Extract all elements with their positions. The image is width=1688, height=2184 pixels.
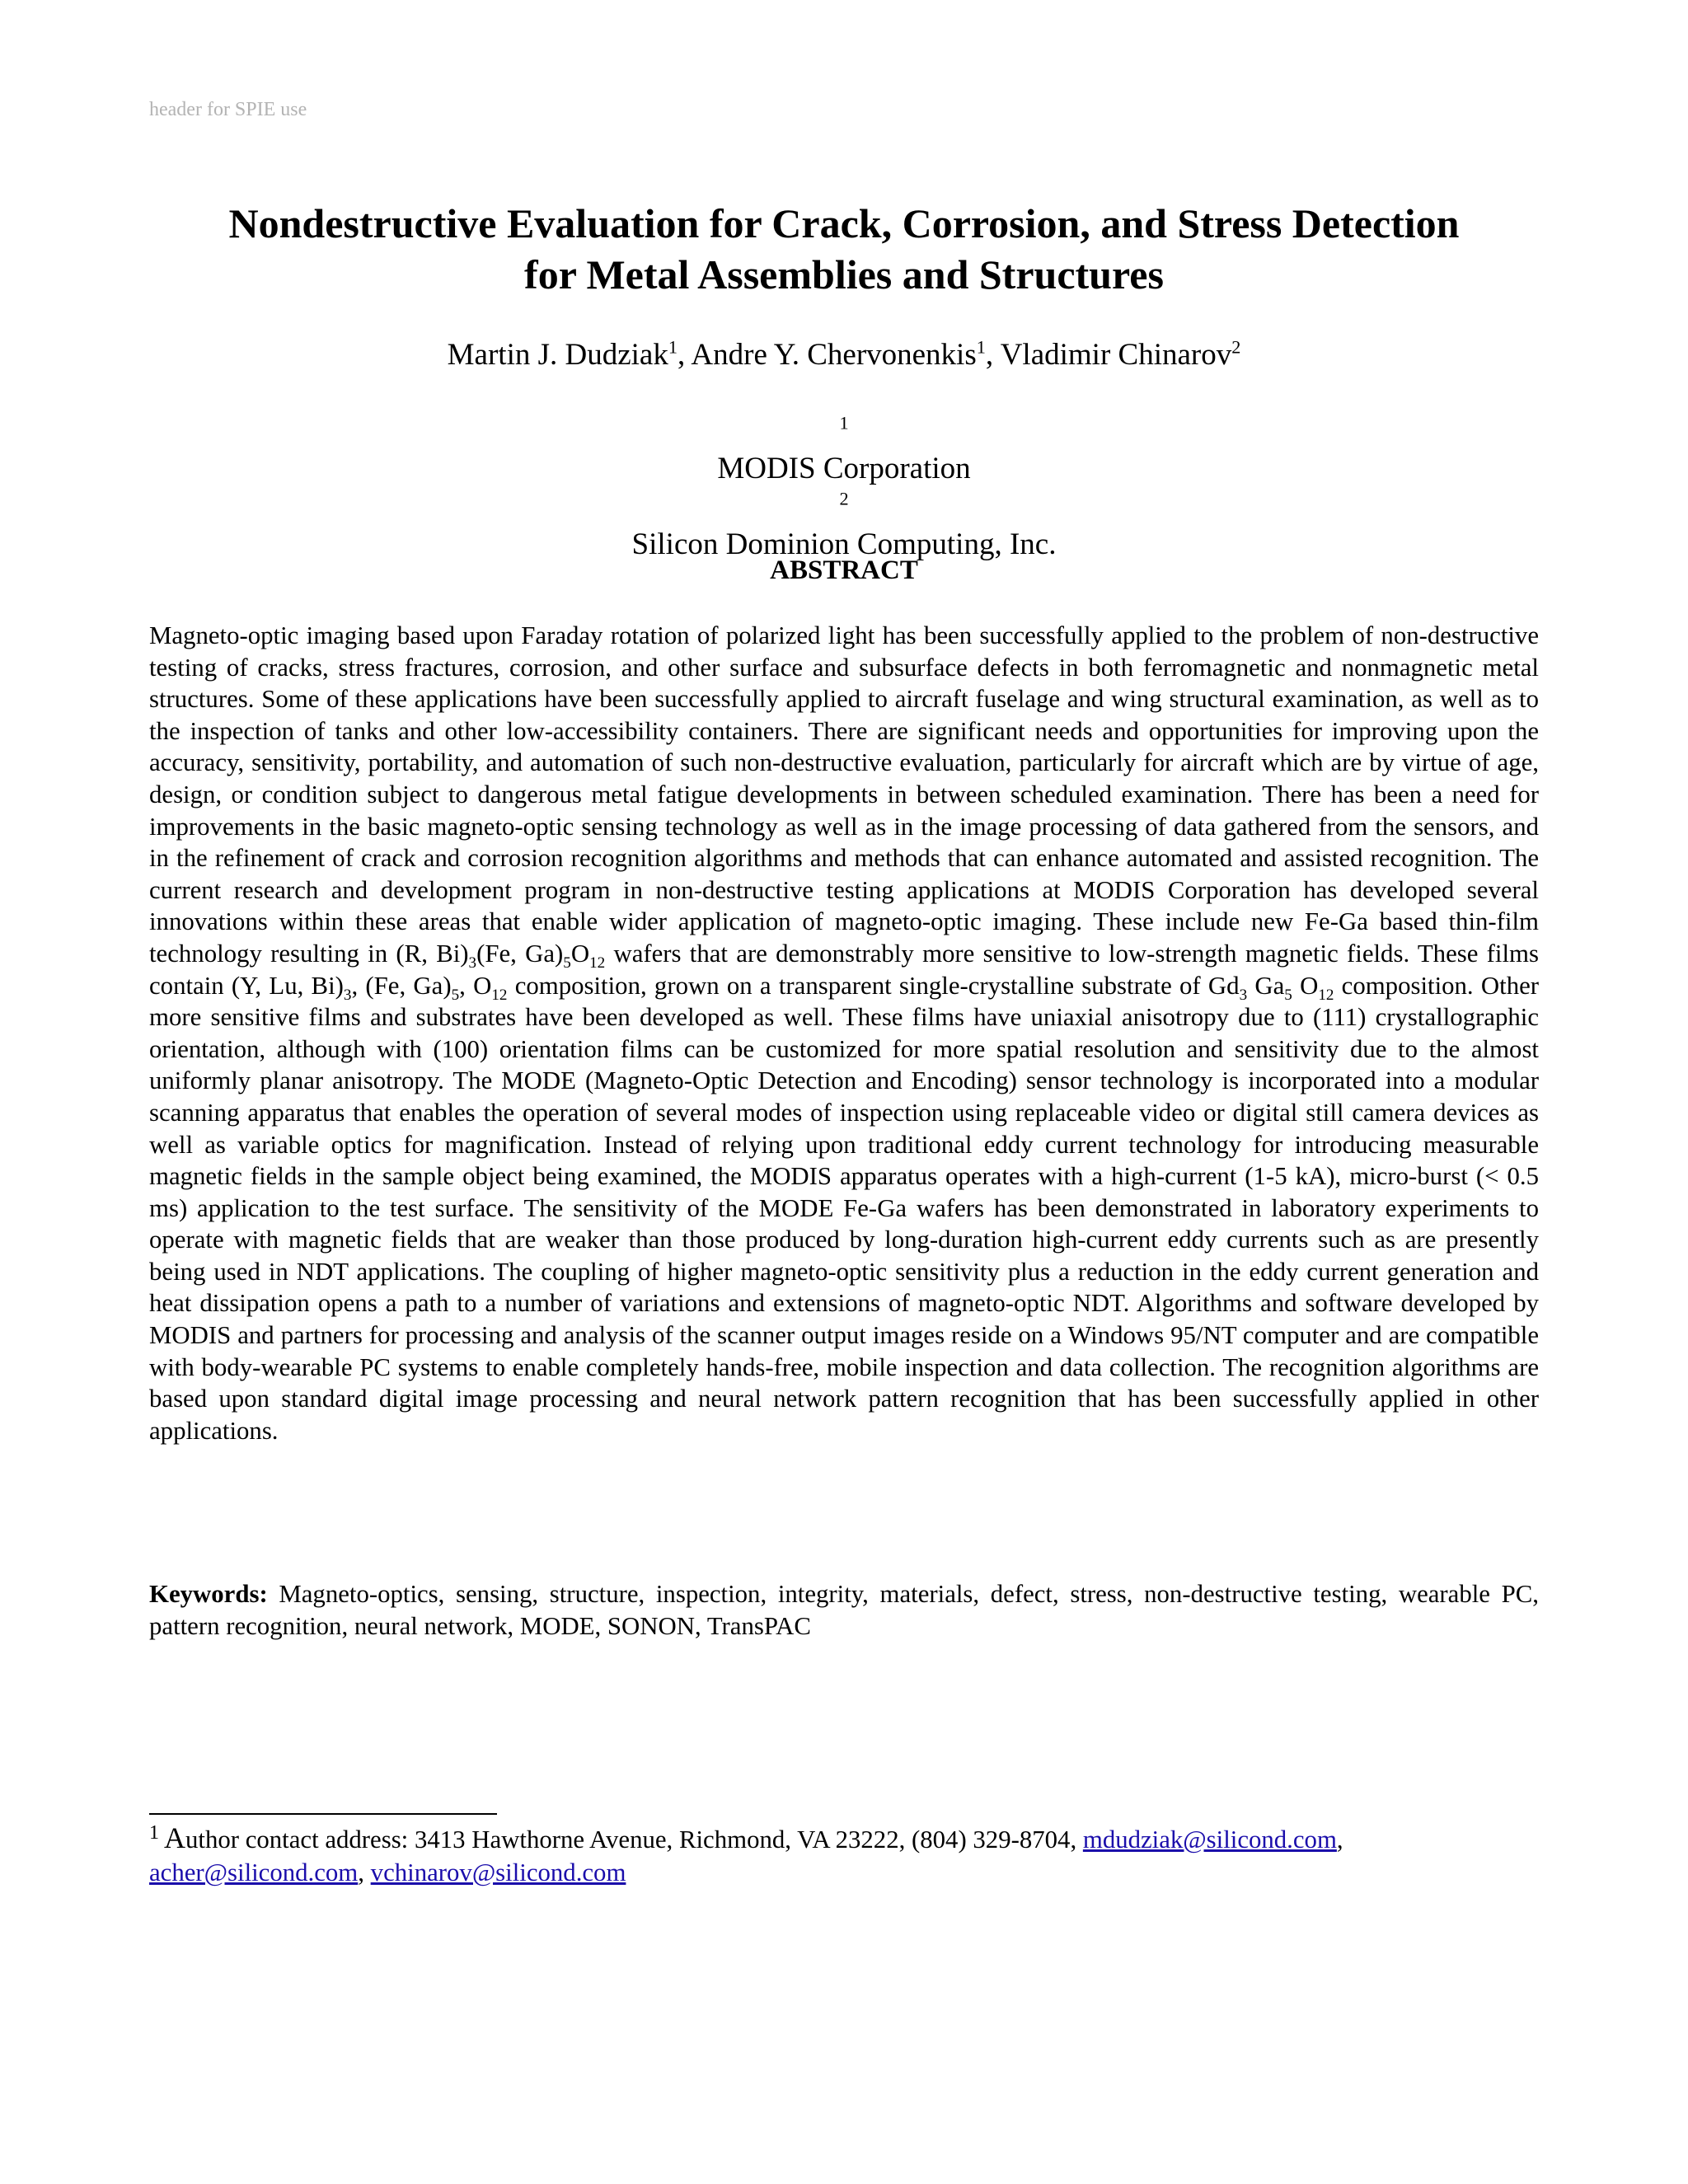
abstract-text: Ga xyxy=(1247,971,1285,1000)
title-line-1: Nondestructive Evaluation for Crack, Corrosion, and Stress Detection xyxy=(228,200,1460,246)
abstract-text: wafers that are demonstrably more sensitive to low-strength magnetic fields. These films contain (Y, Lu, Bi) xyxy=(149,939,1539,1000)
footnote-separator: , xyxy=(1336,1825,1343,1854)
subscript: 5 xyxy=(563,954,571,972)
affiliation-line xyxy=(132,412,1556,488)
email-link-acher[interactable]: acher@silicond.com xyxy=(149,1858,359,1886)
email-link-dudziak[interactable]: mdudziak@silicond.com xyxy=(1082,1825,1337,1854)
affiliation-mark: 2 xyxy=(1231,336,1241,358)
affiliation-mark: 1 xyxy=(668,336,678,358)
footnote xyxy=(149,1821,1539,1889)
subscript: 3 xyxy=(343,986,352,1004)
keywords-text: Magneto-optics, sensing, structure, inspection, integrity, materials, defect, stress, non-destructive testing, wearable PC, pattern recognition, neural network, MODE, SONON, TransPAC xyxy=(149,1580,1539,1640)
affiliation-list xyxy=(132,412,1556,564)
subscript: 12 xyxy=(1318,986,1334,1004)
affiliation-mark: 1 xyxy=(976,336,986,358)
affiliation-name: MODIS Corporation xyxy=(717,452,971,485)
abstract-paragraph xyxy=(149,620,1539,1446)
abstract-text: O xyxy=(570,939,590,968)
affiliation-name: Silicon Dominion Computing, Inc. xyxy=(631,527,1057,561)
subscript: 3 xyxy=(468,954,477,972)
abstract-heading: ABSTRACT xyxy=(770,555,918,585)
affiliation-mark: 2 xyxy=(839,488,849,509)
email-link-chinarov[interactable]: vchinarov@silicond.com xyxy=(370,1858,626,1886)
author-list xyxy=(132,336,1556,374)
affiliation-line xyxy=(132,488,1556,564)
affiliation-mark: 1 xyxy=(839,412,849,434)
paper-title xyxy=(132,198,1556,300)
author-name: Andre Y. Chervonenkis xyxy=(691,338,977,372)
abstract-text: , O xyxy=(459,971,492,1000)
abstract-text: composition, grown on a transparent single-crystalline substrate of Gd xyxy=(507,971,1240,1000)
subscript: 12 xyxy=(491,986,508,1004)
abstract-text: , (Fe, Ga) xyxy=(351,971,452,1000)
abstract-text: Magneto-optic imaging based upon Faraday rotation of polarized light has been successfully applied to the problem of non-destructive testing of cracks, stress fractures, corrosion, and other surface and subsurface defects in both ferromagnetic and nonmagnetic metal structures. Some of these applications have been successfully applied to aircraft fuselage and wing structural examination, as well as to the inspection of tanks and other low-accessibility containers. There are significant needs and opportunities for improving upon the accuracy, sensitivity, portability, and automation of such non-destructive evaluation, particularly for aircraft which are by virtue of age, design, or condition subject to dangerous metal fatigue developments in between scheduled examination. There has been a need for improvements in the basic magneto-optic sensing technology as well as in the image processing of data gathered from the sensors, and in the refinement of crack and corrosion recognition algorithms and methods that can enhance automated and assisted recognition. The current research and development program in non-destructive testing applications at MODIS Corporation has developed several innovations within these areas that enable wider application of magneto-optic imaging. These include new Fe-Ga based thin-film technology resulting in (R, Bi) xyxy=(149,621,1539,968)
subscript: 5 xyxy=(451,986,460,1004)
footnote-separator: , xyxy=(358,1858,371,1886)
subscript: 12 xyxy=(589,954,606,972)
author-separator: , xyxy=(677,338,692,372)
abstract-text: O xyxy=(1292,971,1319,1000)
footnote-mark: 1 xyxy=(149,1821,159,1844)
author-name: Martin J. Dudziak xyxy=(447,338,668,372)
title-line-2: for Metal Assemblies and Structures xyxy=(524,251,1164,298)
footnote-first-letter: A xyxy=(164,1821,185,1854)
author-name: Vladimir Chinarov xyxy=(1000,338,1232,372)
abstract-text: composition. Other more sensitive films and substrates have been developed as well. These films have uniaxial anisotropy due to (111) crystallographic orientation, although with (100) orientation films can be customized for more spatial resolution and sensitivity due to the almost uniformly planar anisotropy. The MODE (Magneto-Optic Detection and Encoding) sensor technology is incorporated into a modular scanning apparatus that enables the operation of several modes of inspection using replaceable video or digital still camera devices as well as variable optics for magnification. Instead of relying upon traditional eddy current technology for introducing measurable magnetic fields in the sample object being examined, the MODIS apparatus operates with a high-current (1-5 kA), micro-burst (< 0.5 ms) application to the test surface. The sensitivity of the MODE Fe-Ga wafers has been demonstrated in laboratory experiments to operate with magnetic fields that are weaker than those produced by long-duration high-current eddy currents such as are presently being used in NDT applications. The coupling of higher magneto-optic sensitivity plus a reduction in the eddy current generation and heat dissipation opens a path to a number of variations and extensions of magneto-optic NDT. Algorithms and software developed by MODIS and partners for processing and analysis of the scanner output images reside on a Windows 95/NT computer and are compatible with body-wearable PC systems to enable completely hands-free, mobile inspection and data collection. The recognition algorithms are based upon standard digital image processing and neural network pattern recognition that has been successfully applied in other applications. xyxy=(149,971,1540,1445)
keywords-label: Keywords: xyxy=(149,1580,268,1608)
subscript: 5 xyxy=(1284,986,1292,1004)
header-note: header for SPIE use xyxy=(149,99,307,120)
footnote-divider xyxy=(149,1813,497,1815)
keywords-section xyxy=(149,1578,1539,1642)
abstract-text: (Fe, Ga) xyxy=(476,939,564,968)
author-separator: , xyxy=(985,338,1001,372)
subscript: 3 xyxy=(1239,986,1248,1004)
footnote-text: uthor contact address: 3413 Hawthorne Avenue, Richmond, VA 23222, (804) 329-8704, xyxy=(185,1825,1083,1854)
